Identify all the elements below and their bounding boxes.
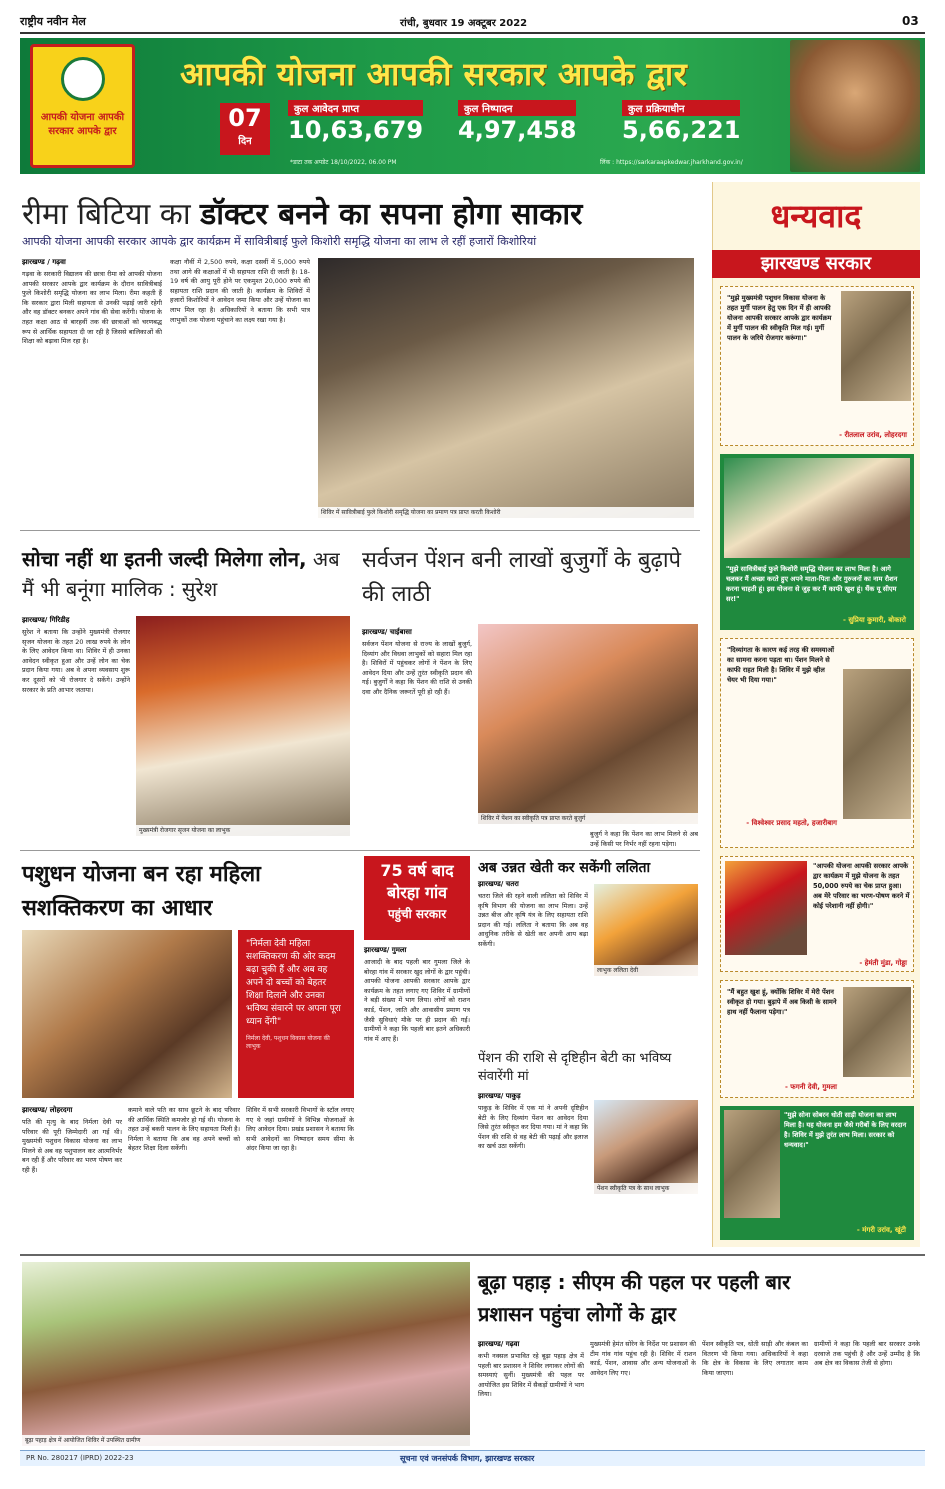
- story8-col4: ग्रामीणों ने कहा कि पहली बार सरकार उनके दरवाजे तक पहुंची है और उन्हें उम्मीद है कि अब क्षेत्र का विकास तेजी से होगा।: [814, 1340, 920, 1368]
- sidebar-quote-name: - फगनी देवी, गुमला: [784, 1083, 837, 1091]
- header-divider: [20, 32, 925, 34]
- story4-pullquote: "निर्मला देवी महिला सशक्तिकरण की ओर कदम बढ़ा चुकी हैं और अब वह अपने दो बच्चों को बेहतर शिक्षा दिलाने और उनका भविष्य संवारने पर अपना पूरा ध्यान देंगी": [246, 939, 341, 1027]
- story8-headline-line1: बूढ़ा पहाड़ : सीएम की पहल पर पहली बार: [478, 1270, 791, 1294]
- sidebar-quote-text: "मैं बहुत खुश हूं, क्योंकि शिविर में मेरी पेंशन स्वीकृत हो गया। बुढ़ापे में अब किसी के सामने हाथ नहीं फैलाना पड़ेगा।": [727, 988, 837, 1016]
- story3-headline: सर्वजन पेंशन बनी लाखों बुजुर्गों के बुढ़ापे की लाठी: [362, 548, 682, 607]
- story2-headline-bold: सोचा नहीं था इतनी जल्दी मिलेगा लोन,: [22, 547, 307, 571]
- story8-headline: [478, 1266, 918, 1330]
- days-badge: [220, 103, 270, 155]
- story3-body: सर्वजन पेंशन योजना से राज्य के लाखों बुजुर्ग, दिव्यांग और विधवा लाभुकों को सहारा मिल रहा है। शिविरों में पहुंचकर लोगों ने पेंशन के लिए आवेदन दिया और उन्हें तुरंत स्वीकृति प्रदान की गई। बुजुर्गों ने कहा कि पेंशन की राशि से उनकी दवा और दैनिक जरूरतें पूरी हो रही हैं।: [362, 640, 472, 696]
- divider: [20, 850, 700, 851]
- story3-dateline: झारखण्ड/ चाईबासा: [362, 628, 412, 636]
- story1-photo: [318, 258, 694, 518]
- stat-pending: [622, 100, 740, 144]
- days-number: 07: [228, 104, 262, 132]
- sidebar-quote-name: - सुप्रिया कुमारी, बोकारो: [842, 616, 906, 624]
- sidebar-state: झारखण्ड सरकार: [712, 250, 920, 278]
- sidebar-quote-text: "मुझे सावित्रीबाई फुले किशोरी समृद्धि योजना का लाभ मिला है। आगे चलकर मैं अच्छा करते हुए अपने माता-पिता और गुरुजनों का नाम रौशन करना चाहती हूं। इस योजना से जुड़ कर मैं काफी खुश हूं। थैंक यू सीएम सर!": [726, 565, 898, 603]
- sidebar-quote-text: "मुझे मुख्यमंत्री पशुधन विकास योजना के तहत मुर्गी पालन हेतु एक दिन में ही आपकी योजना आपकी सरकार आपके द्वार कार्यक्रम में मुर्गी पालन की स्वीकृति मिल गई। मुर्गी पालन के जरिये रोजगार करूंगा।": [727, 294, 832, 342]
- sidebar-quote-photo: [724, 1110, 780, 1218]
- top-bar: [0, 0, 945, 38]
- sidebar-quote-name: - हेमंती मुंडा, गोड्डा: [859, 959, 907, 967]
- stat-value: 4,97,458: [458, 116, 577, 144]
- sidebar-quote-text: "आपकी योजना आपकी सरकार आपके द्वार कार्यक्रम में मुझे योजना के तहत 50,000 रुपये का चेक प्राप्त हुआ। अब मेरे परिवार का भरण-पोषण करने में कोई परेशानी नहीं होगी।": [813, 862, 910, 910]
- story3-photo-caption: शिविर में पेंशन का स्वीकृति पत्र प्राप्त करते बुजुर्ग: [478, 813, 698, 824]
- story4-photo: [22, 930, 232, 1098]
- story3-body2: बुजुर्ग ने कहा कि पेंशन का लाभ मिलने से अब उन्हें किसी पर निर्भर नहीं रहना पड़ेगा।: [590, 830, 698, 848]
- date-note: *डाटा तक अपडेट 18/10/2022, 06.00 PM: [290, 159, 397, 166]
- stat-received: [288, 100, 423, 144]
- sidebar-quote-photo: [841, 291, 911, 401]
- story4-col2: कमाने वाले पति का साथ छूटने के बाद परिवार की आर्थिक स्थिति कमजोर हो गई थी। योजना के तहत उन्हें बकरी पालन के लिए सहायता मिली है। निर्मला ने बताया कि अब वह अपने बच्चों को बेहतर शिक्षा दिला सकेंगी।: [128, 1106, 240, 1153]
- story5-headline-top: 75 वर्ष बाद: [380, 861, 454, 880]
- story2-photo: [136, 616, 350, 836]
- story4-dateline: झारखण्ड/ लोहरदगा: [22, 1106, 73, 1114]
- story6-photo-caption: लाभुक ललिता देवी: [594, 965, 698, 976]
- story8-headline-line2: प्रशासन पहुंचा लोगों के द्वार: [478, 1302, 676, 1326]
- story2-dateline: झारखण्ड/ गिरिडीह: [22, 616, 70, 624]
- stat-label: कुल निष्पादन: [458, 100, 576, 116]
- footer: [20, 1450, 925, 1466]
- story8-col3: पेंशन स्वीकृति पत्र, धोती साड़ी और कंबल का वितरण भी किया गया। अधिकारियों ने कहा कि क्षेत्र के विकास के लिए लगातार काम किया जाएगा।: [702, 1340, 808, 1377]
- sidebar-quote-card: [720, 638, 914, 848]
- sidebar-quote-text: "दिव्यांगता के कारण कई तरह की समस्याओं का सामना करना पड़ता था। पेंशन मिलने से काफी राहत मिली है। शिविर में मुझे व्हील चेयर भी दिया गया।": [727, 646, 834, 684]
- divider: [20, 530, 700, 531]
- stat-value: 10,63,679: [288, 116, 424, 144]
- stat-value: 5,66,221: [622, 116, 741, 144]
- story4-headline: पशुधन योजना बन रहा महिला सशक्तिकरण का आधार: [22, 862, 261, 921]
- story8-dateline: झारखण्ड/ गढ़वा: [478, 1340, 520, 1348]
- link-note: लिंक : https://sarkaraapkedwar.jharkhand.gov.in/: [600, 159, 743, 166]
- story5-headline-mid: बोरहा गांव: [386, 883, 448, 902]
- story5-headline-box: [364, 856, 470, 940]
- story8-photo-caption: बूढ़ा पहाड़ क्षेत्र में आयोजित शिविर में उपस्थित ग्रामीण: [22, 1435, 470, 1446]
- story5-headline-bot: पहुंची सरकार: [387, 907, 447, 921]
- story1-headline-light: रीमा बिटिया का: [22, 197, 201, 232]
- story6-headline: अब उन्नत खेती कर सकेंगी ललिता: [478, 860, 651, 876]
- paper-name: राष्ट्रीय नवीन मेल: [20, 15, 86, 28]
- sidebar-quote-photo: [843, 987, 911, 1077]
- story6-body: चतरा जिले की रहने वाली ललिता को शिविर में कृषि विभाग की योजना का लाभ मिला। उन्हें उन्नत बीज और कृषि यंत्र के लिए सहायता राशि प्रदान की गई। ललिता ने बताया कि अब वह आधुनिक तरीके से खेती कर अपनी आय बढ़ा सकेंगी।: [478, 892, 588, 948]
- sidebar-quote-name: - रीतलाल उरांव, लोहरदगा: [839, 431, 907, 439]
- emblem-icon: [61, 57, 105, 101]
- story1-col2: कक्षा नौवीं में 2,500 रुपये, कक्षा दसवीं में 5,000 रुपये तथा आगे की कक्षाओं में भी सहायता राशि दी जाती है। 18-19 वर्ष की आयु पूरी होने पर एकमुश्त 20,000 रुपये की सहायता राशि प्रदान की जाती है। कार्यक्रम के शिविरों में हजारों किशोरियों ने आवेदन जमा किया और उन्हें योजना का लाभ मिल रहा है। अधिकारियों ने बताया कि सभी पात्र लाभुकों तक योजना पहुंचाने का लक्ष्य रखा गया है।: [170, 258, 310, 324]
- story4-col1: पति की मृत्यु के बाद निर्मला देवी पर परिवार की पूरी जिम्मेदारी आ गई थी। मुख्यमंत्री पशुधन विकास योजना का लाभ मिलने से अब वह पशुपालन कर आत्मनिर्भर बन रही हैं और परिवार का भरण पोषण कर रही हैं।: [22, 1118, 122, 1174]
- sidebar-quote-photo: [843, 669, 911, 819]
- story6-dateline: झारखण्ड/ चतरा: [478, 880, 519, 888]
- sidebar-quote-photo: [725, 861, 807, 955]
- sidebar-quote-card: [720, 286, 914, 446]
- story4-col3: शिविर में सभी सरकारी विभागों के स्टॉल लगाए गए थे जहां ग्रामीणों ने विभिन्न योजनाओं के लिए आवेदन दिया। प्रखंड प्रशासन ने बताया कि सभी आवेदनों का निष्पादन समय सीमा के अंदर किया जा रहा है।: [246, 1106, 354, 1153]
- sidebar-quote-card: [720, 454, 914, 630]
- story7-dateline: झारखण्ड/ पाकुड़: [478, 1092, 521, 1100]
- sidebar-quote-name: - मंगरी उरांव, खूंटी: [856, 1226, 906, 1234]
- story7-photo: [594, 1100, 698, 1194]
- pr-number: PR No. 280217 (IPRD) 2022-23: [26, 1454, 134, 1462]
- story5-dateline: झारखण्ड/ गुमला: [364, 946, 407, 954]
- story1-col1: गढ़वा के सरकारी विद्यालय की छात्रा रीमा को आपकी योजना आपकी सरकार आपके द्वार कार्यक्रम के दौरान सावित्रीबाई फुले किशोरी समृद्धि योजना का लाभ मिला। रीमा कहती हैं कि सरकार द्वारा मिली सहायता से उनकी पढ़ाई जारी रहेगी और वह डॉक्टर बनकर अपने गांव की सेवा करेंगी। योजना के तहत कक्षा आठ से बारहवीं तक की छात्राओं को चरणबद्ध रूप से आर्थिक सहायता दी जा रही है जिससे बालिकाओं की शिक्षा को बढ़ावा मिल रहा है।: [22, 270, 162, 346]
- stat-label: कुल आवेदन प्राप्त: [288, 100, 423, 116]
- page-number: 03: [902, 14, 919, 28]
- story1-dateline: झारखण्ड / गढ़वा: [22, 258, 66, 266]
- story7-photo-caption: पेंशन स्वीकृति पत्र के साथ लाभुक: [594, 1183, 698, 1194]
- sidebar-quote-card: [720, 980, 914, 1098]
- sidebar-quote-photo: [724, 458, 910, 558]
- story1-headline-bold: डॉक्टर बनने का सपना होगा साकार: [200, 197, 583, 232]
- story8-col2: मुख्यमंत्री हेमंत सोरेन के निर्देश पर प्रशासन की टीम गांव गांव पहुंच रही है। शिविर में राशन कार्ड, पेंशन, आवास और अन्य योजनाओं के आवेदन लिए गए।: [590, 1340, 696, 1377]
- story4-pullquote-source: निर्मला देवी, पशुधन विकास योजना की लाभुक: [246, 1035, 330, 1050]
- sidebar-quote-text: "मुझे सोना सोबरन धोती साड़ी योजना का लाभ मिला है। यह योजना हम जैसे गरीबों के लिए वरदान है। शिविर में मुझे तुरंत लाभ मिला। सरकार को धन्यवाद।": [784, 1111, 907, 1149]
- dateline: रांची, बुधवार 19 अक्टूबर 2022: [400, 18, 528, 29]
- banner-title: आपकी योजना आपकी सरकार आपके द्वार: [180, 55, 688, 93]
- story5-body: आजादी के बाद पहली बार गुमला जिले के बोरहा गांव में सरकार खुद लोगों के द्वार पहुंची। आपकी योजना आपकी सरकार आपके द्वार कार्यक्रम के तहत लगाए गए शिविर में ग्रामीणों ने बड़ी संख्या में भाग लिया। लोगों को राशन कार्ड, पेंशन, जाति और आवासीय प्रमाण पत्र जैसी सुविधाएं मौके पर ही प्रदान की गईं। ग्रामीणों ने कहा कि पहली बार इतने अधिकारी गांव में आए हैं।: [364, 958, 470, 1043]
- department: सूचना एवं जनसंपर्क विभाग, झारखण्ड सरकार: [400, 1454, 535, 1463]
- story1-subhead: आपकी योजना आपकी सरकार आपके द्वार कार्यक्रम में सावित्रीबाई फुले किशोरी समृद्धि योजना का लाभ ले रहीं हजारों किशोरियां: [22, 235, 537, 248]
- sidebar-thanks: धन्यवाद: [770, 197, 862, 235]
- story2-photo-caption: मुख्यमंत्री रोजगार सृजन योजना का लाभुक: [136, 825, 350, 836]
- story2-body: सुरेश ने बताया कि उन्होंने मुख्यमंत्री रोजगार सृजन योजना के तहत 20 लाख रुपये के लोन के लिए आवेदन किया था। शिविर में ही उनका आवेदन स्वीकृत हुआ और उन्हें लोन का चेक प्रदान किया गया। अब वे अपना व्यवसाय शुरू कर दूसरों को भी रोजगार दे सकेंगे। उन्होंने सरकार के प्रति आभार जताया।: [22, 628, 130, 694]
- story1-headline: [22, 192, 702, 233]
- days-label: दिन: [238, 136, 252, 147]
- story8-photo: [22, 1262, 470, 1446]
- logo-text: आपकी योजना आपकी सरकार आपके द्वार: [40, 112, 125, 137]
- sidebar-quote-name: - विश्वेश्वर प्रसाद महतो, हजारीबाग: [746, 819, 837, 827]
- sidebar-quote-card: [720, 1106, 914, 1240]
- sidebar-quote-card: [720, 856, 914, 972]
- story7-headline: पेंशन की राशि से दृष्टिहीन बेटी का भविष्य संवारेंगी मां: [478, 1051, 672, 1084]
- story2-headline: [22, 544, 352, 604]
- story8-col1: कभी नक्सल प्रभावित रहे बूढ़ा पहाड़ क्षेत्र में पहली बार प्रशासन ने शिविर लगाकर लोगों की समस्याएं सुनीं। मुख्यमंत्री की पहल पर आयोजित इस शिविर में सैकड़ों ग्रामीणों ने भाग लिया।: [478, 1352, 584, 1399]
- divider: [20, 1254, 925, 1256]
- stat-label: कुल प्रक्रियाधीन: [622, 100, 740, 116]
- story7-body: पाकुड़ के शिविर में एक मां ने अपनी दृष्टिहीन बेटी के लिए दिव्यांग पेंशन का आवेदन दिया जिसे तुरंत स्वीकृत कर दिया गया। मां ने कहा कि पेंशन की राशि से वह बेटी की पढ़ाई और इलाज का खर्च उठा सकेंगी।: [478, 1104, 588, 1151]
- campaign-logo: [30, 44, 135, 168]
- story4-pullquote-box: [238, 930, 354, 1098]
- story1-photo-caption: शिविर में सावित्रीबाई फुले किशोरी समृद्धि योजना का प्रमाण पत्र प्राप्त करती किशोरी: [318, 507, 694, 518]
- story3-photo: [478, 624, 698, 824]
- stat-disposed: [458, 100, 576, 144]
- chief-minister-photo: [790, 40, 920, 172]
- story6-photo: [594, 884, 698, 976]
- story2-headline-light: अब मैं भी बनूंगा मालिक : सुरेश: [22, 547, 340, 601]
